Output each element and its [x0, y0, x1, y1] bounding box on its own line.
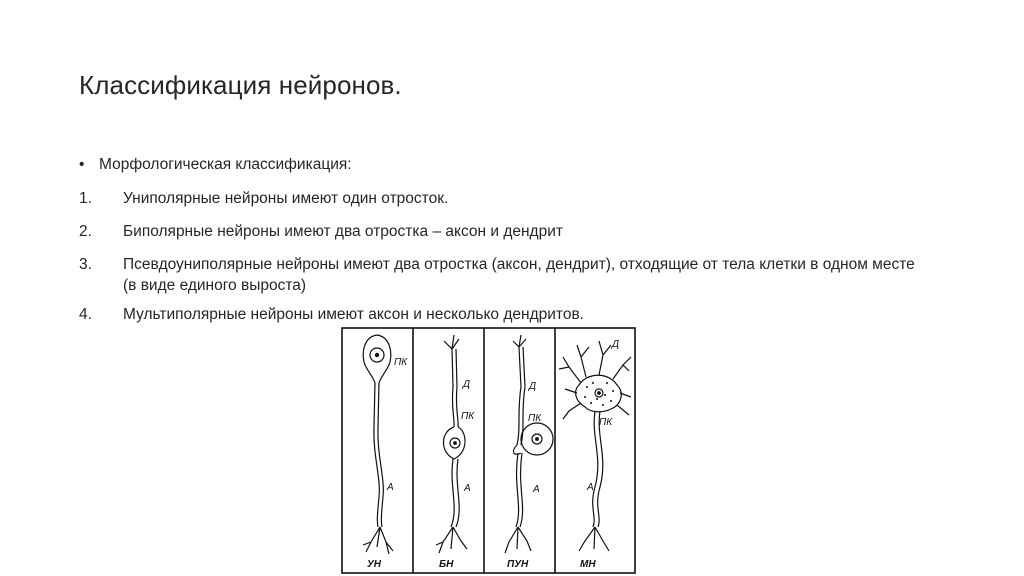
list-text: Псевдоуниполярные нейроны имеют два отростка (аксон, дендрит), отходящие от тела клетки в одном месте (в виде единого выроста)	[123, 256, 915, 294]
panel-label-un: УН	[367, 559, 381, 570]
list-text: Биполярные нейроны имеют два отростка – аксон и дендрит	[123, 223, 563, 240]
panel-label-bn: БН	[439, 559, 454, 570]
label-a: А	[387, 482, 394, 493]
label-d: Д	[612, 339, 620, 350]
list-text: Мультиполярные нейроны имеют аксон и несколько дендритов.	[123, 306, 584, 323]
panel-label-pun: ПУН	[507, 559, 529, 570]
label-pk: ПК	[461, 411, 475, 422]
figure-frame	[342, 328, 635, 573]
list-number: 3.	[79, 256, 92, 273]
label-d: Д	[529, 381, 537, 392]
bullet-heading	[79, 156, 352, 174]
label-a: А	[464, 483, 471, 494]
panel-label-mn: МН	[580, 559, 596, 570]
label-pk: ПК	[528, 413, 542, 424]
label-d: Д	[463, 379, 471, 390]
neuron-figure	[341, 327, 636, 574]
neuron-illustration	[341, 327, 636, 574]
list-number: 1.	[79, 190, 92, 207]
list-number: 4.	[79, 306, 92, 323]
list-text: Униполярные нейроны имеют один отросток.	[123, 190, 449, 207]
label-pk: ПК	[394, 357, 408, 368]
label-a: А	[533, 484, 540, 495]
bullet-icon: •	[79, 156, 85, 173]
label-a: А	[587, 482, 594, 493]
bullet-text: Морфологическая классификация:	[99, 156, 352, 173]
list-number: 2.	[79, 223, 92, 240]
slide-title: Классификация нейронов.	[79, 70, 402, 100]
label-pk: ПК	[599, 417, 613, 428]
